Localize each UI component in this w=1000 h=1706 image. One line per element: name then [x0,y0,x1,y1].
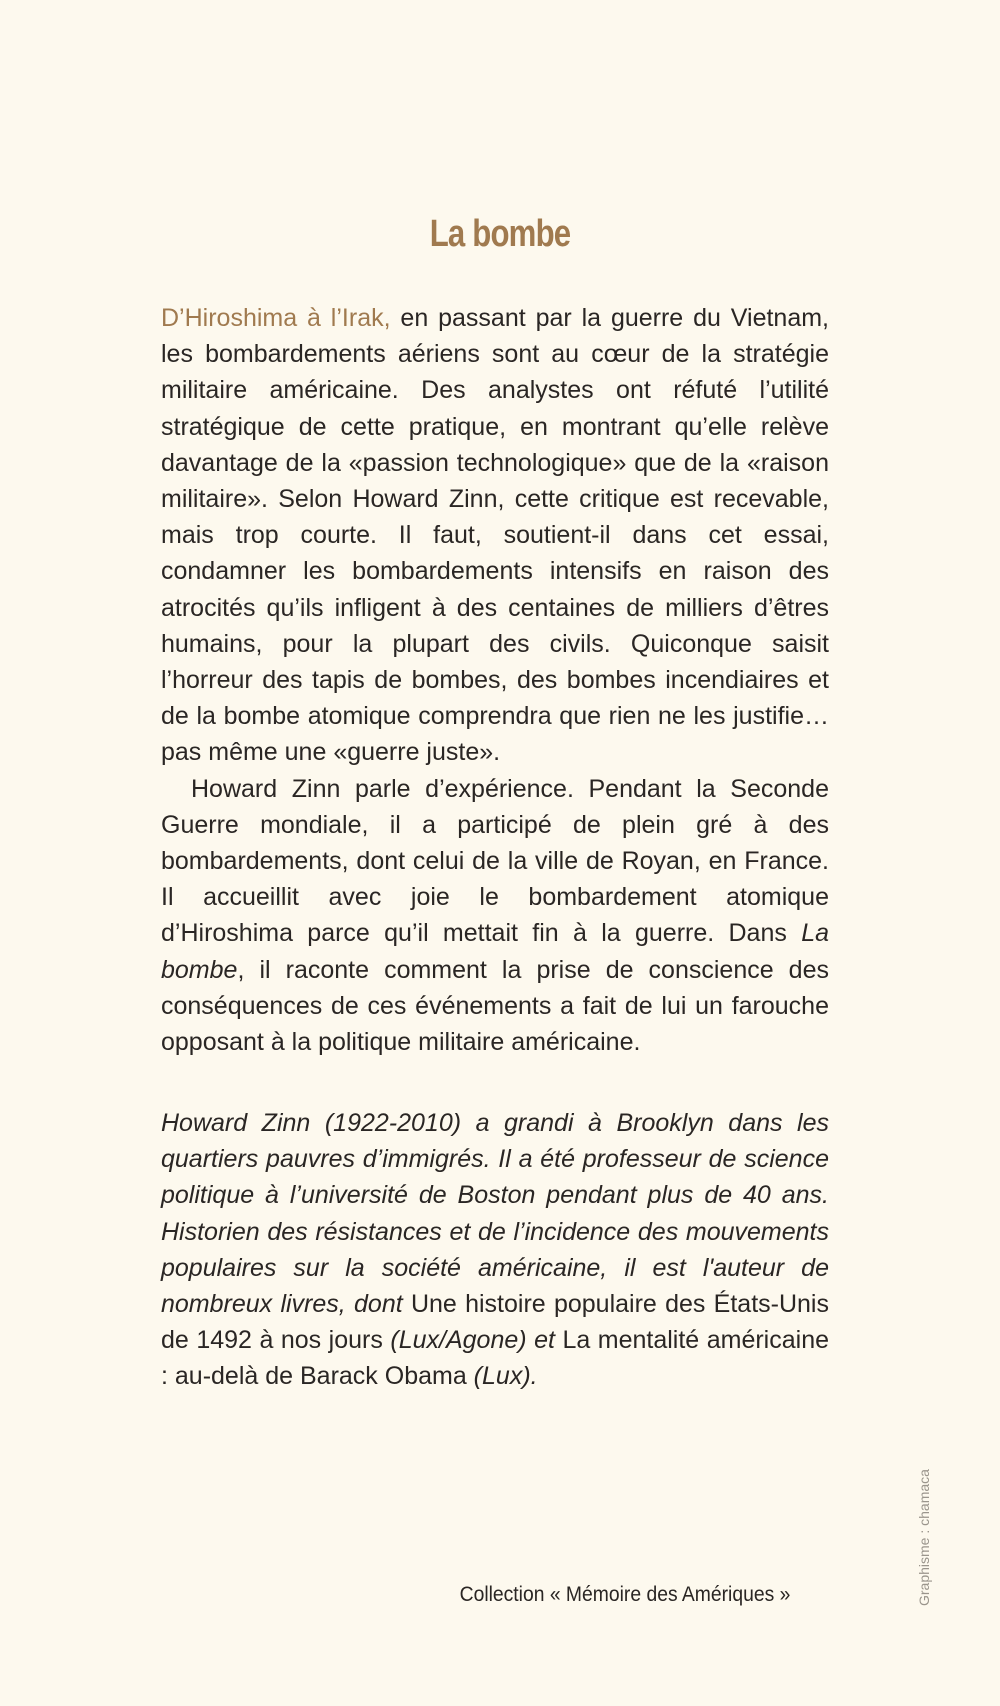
summary [161,300,829,1060]
author-bio-publisher-1: (Lux/Agone) et [382,1326,563,1355]
summary-book-title: La bombe [161,919,829,984]
summary-paragraph-2 [161,771,829,1061]
collection-name: Collection « Mémoire des Amériques » [459,1583,791,1606]
author-bio-paragraph [161,1105,829,1395]
summary-paragraph-2-text-end: , il raconte comment la prise de conscience des conséquences de ces événements a fait de lui un farouche opposant à la politique militaire américaine. [161,955,829,1057]
author-bio [161,1105,829,1395]
book-title: La bombe [429,213,571,255]
summary-lead: D’Hiroshima à l’Irak, [161,304,391,332]
summary-paragraph-2-text-start: Howard Zinn parle d’expérience. Pendant la Seconde Guerre mondiale, il a participé de plein gré à des bombardements, dont celui de la ville de Royan, en France. Il accueillit avec joie le bombardement atomique d’Hiroshima parce qu’il mettait fin à la guerre. Dans [161,774,829,948]
design-credit: Graphisme : chamaca [916,1469,932,1606]
author-bio-book-2: La mentalité américaine : au-delà de Barack Obama [161,1326,829,1391]
summary-paragraph-1-text: en passant par la guerre du Vietnam, les bombardements aériens sont au cœur de la stratégie militaire américaine. Des analystes ont réfuté l’utilité stratégique de cette pratique, en montrant qu’elle relève davantage de la «passion technologique» que de la «raison militaire». Selon Howard Zinn, cette critique est recevable, mais trop courte. Il faut, soutient-il dans cet essai, condamner les bombardements intensifs en raison des atrocités qu’ils infligent à des centaines de milliers d’êtres humains, pour la plupart des civils. Quiconque saisit l’horreur des tapis de bombes, des bombes incendiaires et de la bombe atomique comprendra que rien ne les justifie… pas même une «guerre juste». [161,304,829,767]
author-bio-book-1: Une histoire populaire des États-Unis de 1492 à nos jours [161,1290,829,1355]
author-bio-text: Howard Zinn (1922-2010) a grandi à Brooklyn dans les quartiers pauvres d’immigrés. Il a été professeur de science politique à l’université de Boston pendant plus de 40 ans. Historien des résistances et de l’incidence des mouvements populaires sur la société américaine, il est l'auteur de nombreux livres, dont [161,1109,829,1319]
summary-paragraph-1 [161,300,829,771]
author-bio-publisher-2: (Lux). [466,1362,538,1391]
